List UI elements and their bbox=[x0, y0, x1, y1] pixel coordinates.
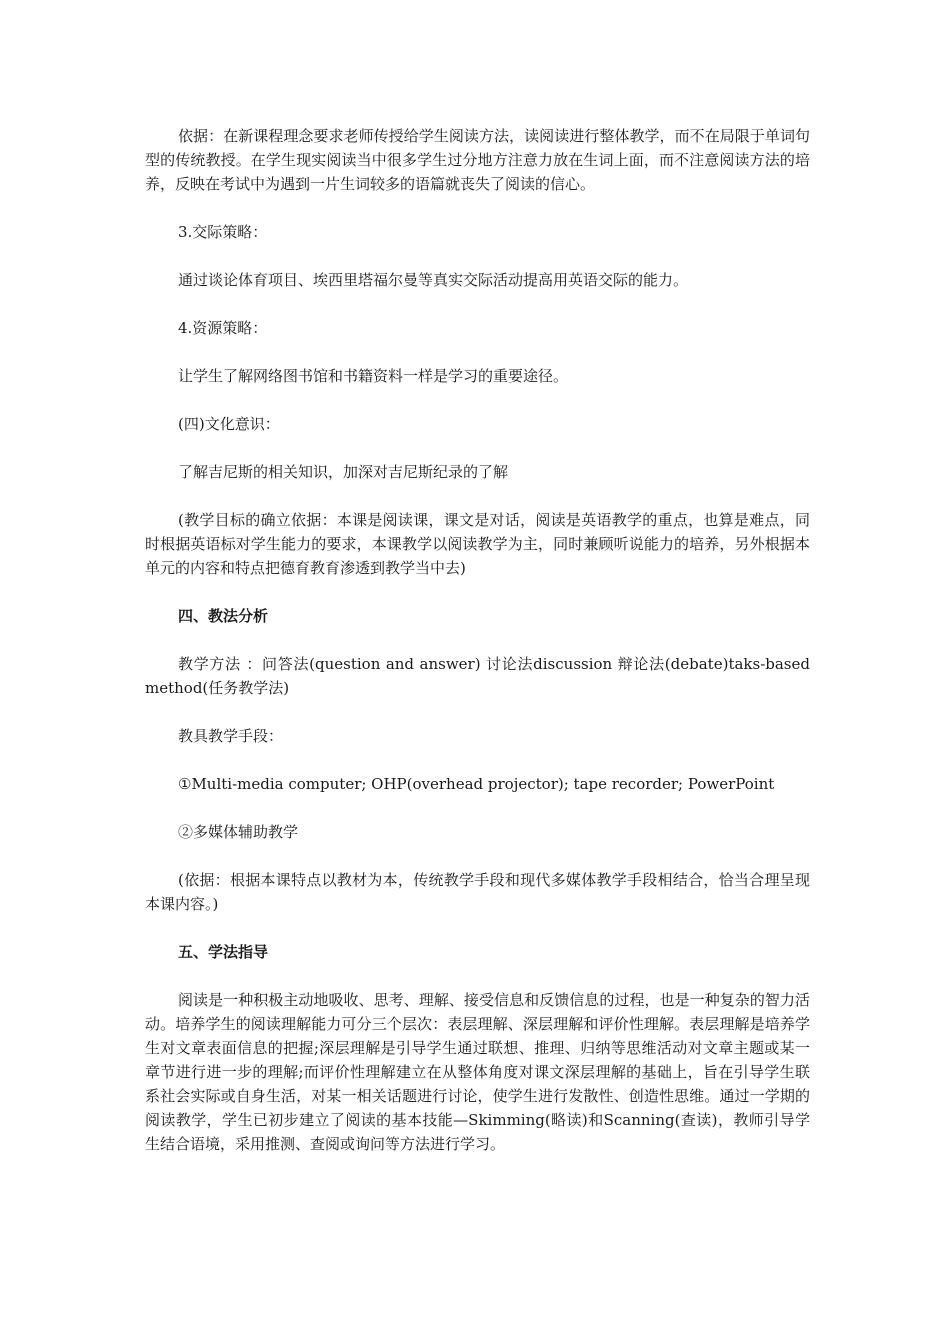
reading-guidance-paragraph: 阅读是一种积极主动地吸收、思考、理解、接受信息和反馈信息的过程，也是一种复杂的智力活动。培养学生的阅读理解能力可分三个层次：表层理解、深层理解和评价性理解。表层理解是培养学生对文章表面信息的把握;深层理解是引导学生通过联想、推理、归纳等思维活动对文章主题或某一章节进行进一步的理解;而评价性理解建立在从整体角度对课文深层理解的基础上，旨在引导学生联系社会实际或自身生活，对某一相关话题进行讨论，使学生进行发散性、创造性思维。通过一学期的阅读教学，学生已初步建立了阅读的基本技能—Skimming(略读)和Scanning(查读)，教师引导学生结合语境，采用推测、查阅或询问等方法进行学习。 bbox=[145, 991, 810, 1153]
teaching-tools-heading: 教具教学手段： bbox=[178, 727, 284, 745]
culture-paragraph: 了解吉尼斯的相关知识，加深对吉尼斯纪录的了解 bbox=[178, 463, 509, 481]
teaching-methods-paragraph: 教学方法 ：问答法(question and answer) 讨论法discussion 辩论法(debate)taks-based method(任务教学法) bbox=[145, 655, 810, 697]
document-page bbox=[145, 124, 810, 1156]
strategy-4-paragraph: 让学生了解网络图书馆和书籍资料一样是学习的重要途径。 bbox=[178, 367, 569, 385]
strategy-3-paragraph: 通过谈论体育项目、埃西里塔福尔曼等真实交际活动提高用英语交际的能力。 bbox=[178, 271, 689, 289]
teaching-tools-item-2: ②多媒体辅助教学 bbox=[178, 823, 299, 841]
basis-paragraph: 依据：在新课程理念要求老师传授给学生阅读方法，读阅读进行整体教学，而不在局限于单词句型的传统教授。在学生现实阅读当中很多学生过分地方注意力放在生词上面，而不注意阅读方法的培养，反映在考试中为遇到一片生词较多的语篇就丧失了阅读的信心。 bbox=[145, 127, 810, 193]
section-5-heading: 五、学法指导 bbox=[178, 943, 269, 961]
strategy-3-heading: 3.交际策略： bbox=[178, 223, 268, 241]
goal-basis-paragraph: (教学目标的确立依据：本课是阅读课，课文是对话，阅读是英语教学的重点，也算是难点，同时根据英语标对学生能力的要求，本课教学以阅读教学为主，同时兼顾听说能力的培养，另外根据本单元的内容和特点把德育教育渗透到教学当中去) bbox=[145, 511, 810, 577]
culture-heading: (四)文化意识： bbox=[178, 415, 280, 433]
tools-basis-paragraph: (依据：根据本课特点以教材为本，传统教学手段和现代多媒体教学手段相结合，恰当合理呈现本课内容。) bbox=[145, 871, 810, 913]
teaching-tools-item-1: ①Multi-media computer; OHP(overhead projector); tape recorder; PowerPoint bbox=[178, 775, 775, 793]
strategy-4-heading: 4.资源策略： bbox=[178, 319, 268, 337]
section-4-heading: 四、教法分析 bbox=[178, 607, 269, 625]
